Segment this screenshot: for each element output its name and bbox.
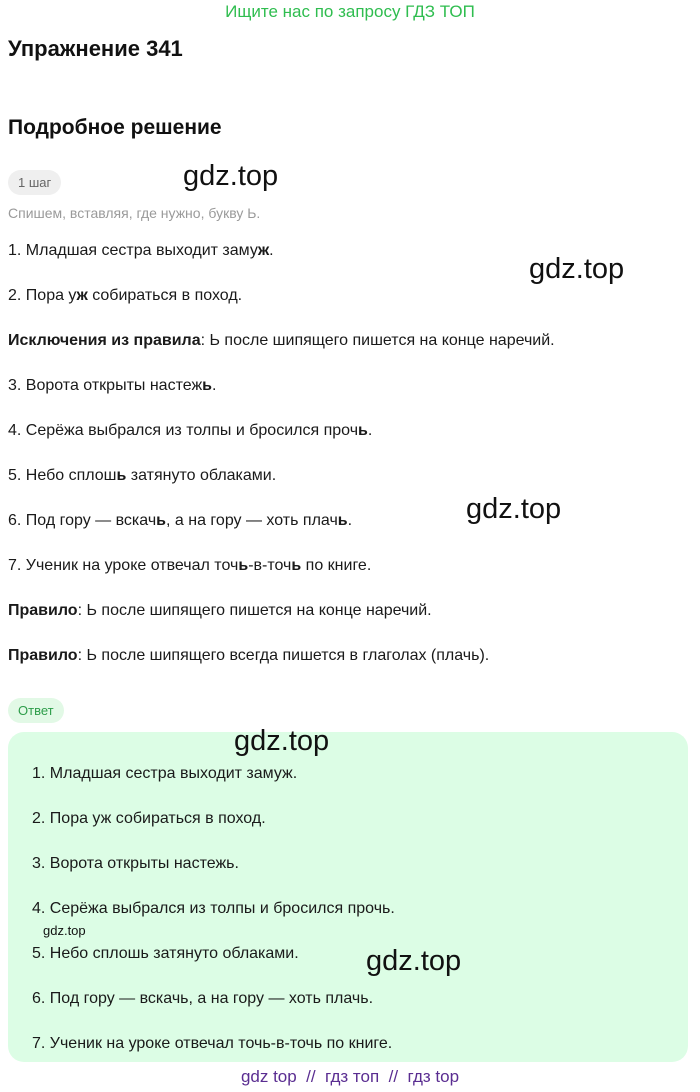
solution-line: 2. Пора уж собираться в поход. — [8, 287, 243, 304]
solution-line: 6. Под гору — вскачь, а на гору — хоть плачь. — [8, 512, 353, 529]
solution-line: 3. Ворота открыты настежь. — [8, 377, 217, 394]
answer-line: 2. Пора уж собираться в поход. — [32, 810, 266, 827]
solution-line: 4. Серёжа выбрался из толпы и бросился прочь. — [8, 422, 373, 439]
top-banner: Ищите нас по запросу ГДЗ ТОП — [225, 2, 475, 21]
watermark: gdz.top — [529, 253, 625, 285]
watermark: gdz.top — [366, 945, 462, 977]
page-title: Упражнение 341 — [8, 36, 183, 61]
watermark-small: gdz.top — [43, 923, 86, 938]
answer-line: 6. Под гору — вскачь, а на гору — хоть плачь. — [32, 990, 374, 1007]
answer-line: 4. Серёжа выбрался из толпы и бросился прочь. — [32, 900, 395, 917]
answer-badge: Ответ — [8, 698, 64, 723]
watermark: gdz.top — [234, 725, 330, 757]
task-hint: Спишем, вставляя, где нужно, букву Ь. — [8, 205, 261, 221]
solution-line: 7. Ученик на уроке отвечал точь-в-точь по книге. — [8, 557, 372, 574]
answer-line: 5. Небо сплошь затянуто облаками. — [32, 945, 299, 962]
answer-line: 1. Младшая сестра выходит замуж. — [32, 765, 298, 782]
watermark: gdz.top — [183, 160, 279, 192]
answer-line: 7. Ученик на уроке отвечал точь-в-точь по книге. — [32, 1035, 393, 1052]
footer-links: gdz top // гдз топ // гдз top — [240, 1067, 460, 1086]
solution-line: 5. Небо сплошь затянуто облаками. — [8, 467, 277, 484]
step-badge: 1 шаг — [8, 170, 61, 195]
rule-line: Исключения из правила: Ь после шипящего пишется на конце наречий. — [8, 332, 555, 349]
rule-line: Правило: Ь после шипящего пишется на конце наречий. — [8, 602, 432, 619]
solution-line: 1. Младшая сестра выходит замуж. — [8, 242, 274, 259]
watermark: gdz.top — [466, 493, 562, 525]
answer-line: 3. Ворота открыты настежь. — [32, 855, 239, 872]
section-title: Подробное решение — [8, 116, 222, 139]
rule-line: Правило: Ь после шипящего всегда пишется в глаголах (плачь). — [8, 647, 490, 664]
